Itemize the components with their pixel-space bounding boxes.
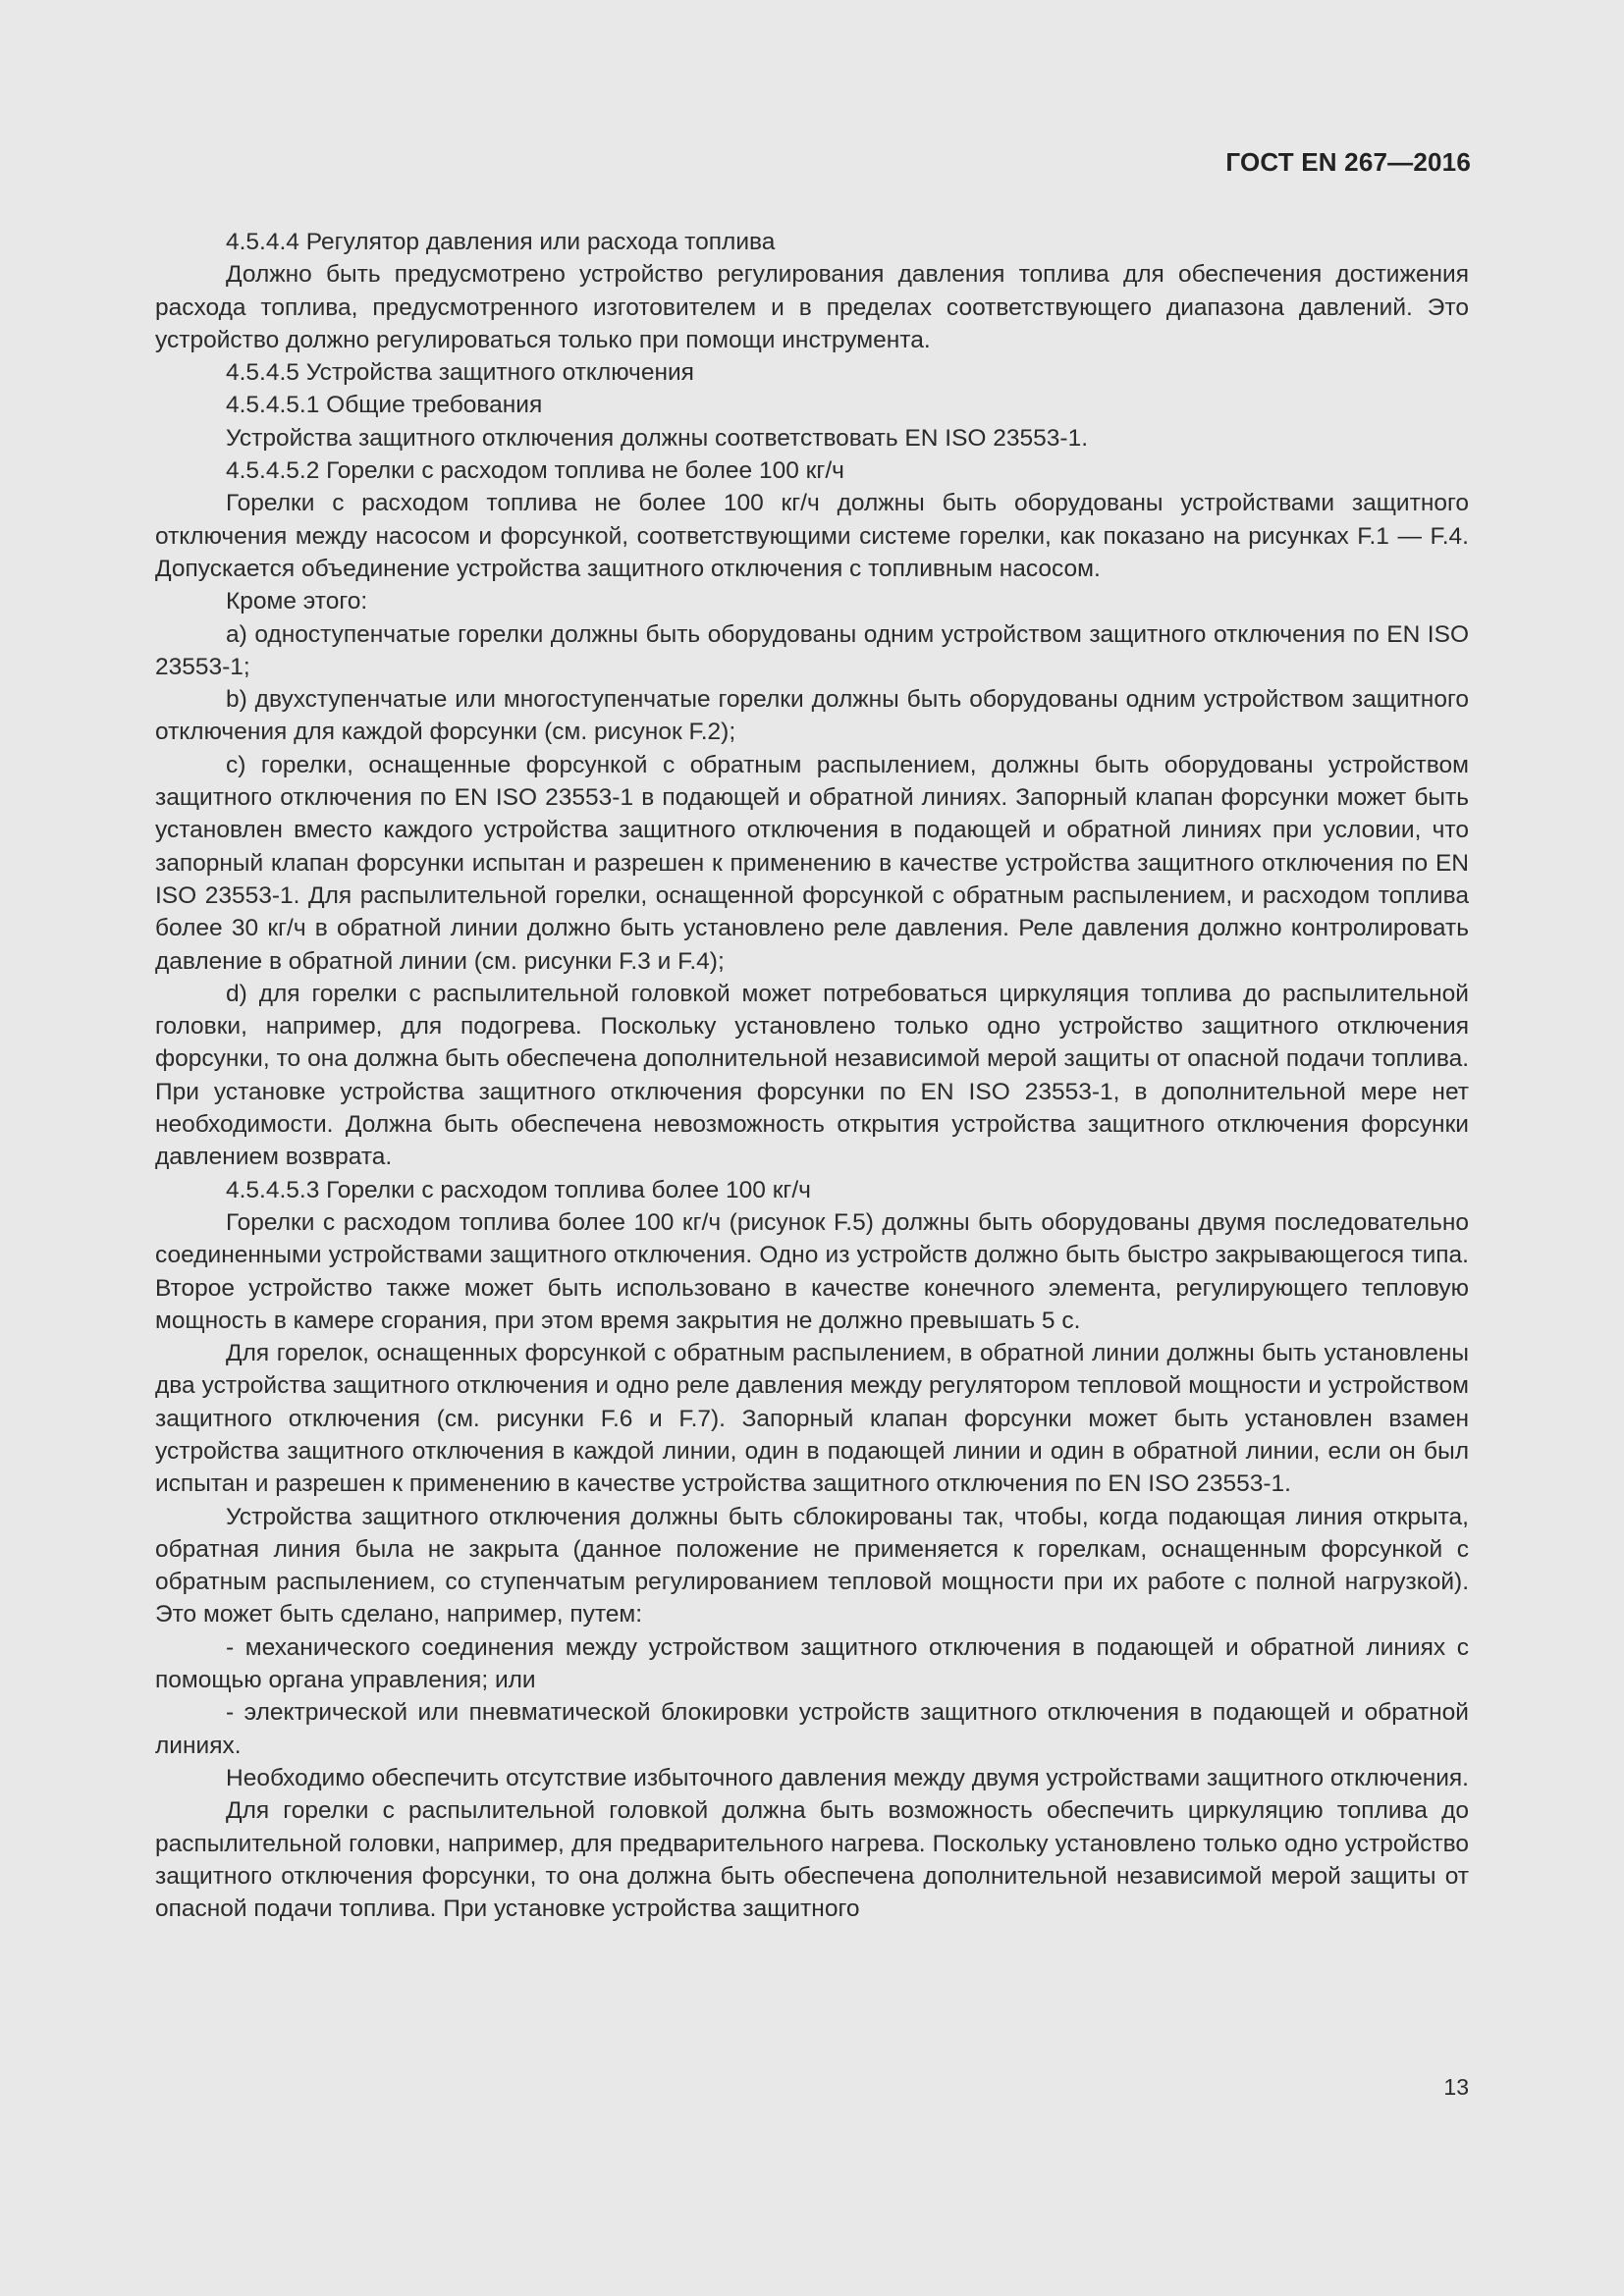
- paragraph: Для горелок, оснащенных форсункой с обратным распылением, в обратной линии должны быть установлены два устройства защитного отключения и одно реле давления между регулятором тепловой мощности и устройством защитного отключения (см. рисунки F.6 и F.7). Запорный клапан форсунки может быть установлен взамен устройства защитного отключения в каждой линии, один в подающей линии и один в обратной линии, если он был испытан и разрешен к применению в качестве устройства защитного отключения по EN ISO 23553-1.: [155, 1340, 1469, 1498]
- document-code-header: ГОСТ EN 267—2016: [1225, 147, 1471, 177]
- paragraph: Для горелки с распылительной головкой должна быть возможность обеспечить циркуляцию топлива до распылительной головки, например, для предварительного нагрева. Поскольку установлено только одно устройство защитного отключения форсунки, то она должна быть обеспечена дополнительной независимой мерой защиты от опасной подачи топлива. При установке устройства защитного: [155, 1797, 1469, 1923]
- paragraph: Кроме этого:: [226, 588, 368, 615]
- section-heading-4-5-4-5: 4.5.4.5 Устройства защитного отключения: [226, 359, 694, 387]
- paragraph: Устройства защитного отключения должны соответствовать EN ISO 23553-1.: [226, 424, 1089, 452]
- paragraph: Горелки с расходом топлива более 100 кг/ч (рисунок F.5) должны быть оборудованы двумя последовательно соединенными устройствами защитного отключения. Одно из устройств должно быть быстро закрывающегося типа. Второе устройство также может быть использовано в качестве конечного элемента, регулирующего тепловую мощность в камере сгорания, при этом время закрытия не должно превышать 5 с.: [155, 1208, 1469, 1334]
- dash-list-item: - электрической или пневматической блокировки устройств защитного отключения в подающей и обратной линиях.: [155, 1699, 1469, 1759]
- list-item-d: d) для горелки с распылительной головкой может потребоваться циркуляция топлива до распылительной головки, например, для подогрева. Поскольку установлено только одно устройство защитного отключения форсунки, то она должна быть обеспечена дополнительной независимой мерой защиты от опасной подачи топлива. При установке устройства защитного отключения форсунки по EN ISO 23553-1, в дополнительной мере нет необходимости. Должна быть обеспечена невозможность открытия устройства защитного отключения форсунки давлением возврата.: [155, 980, 1469, 1171]
- document-body: [155, 226, 1469, 1925]
- section-heading-4-5-4-5-3: 4.5.4.5.3 Горелки с расходом топлива более 100 кг/ч: [226, 1176, 811, 1203]
- section-heading-4-5-4-4: 4.5.4.4 Регулятор давления или расхода топлива: [226, 229, 776, 255]
- paragraph: Должно быть предусмотрено устройство регулирования давления топлива для обеспечения достижения расхода топлива, предусмотренного изготовителем и в пределах соответствующего диапазона давлений. Это устройство должно регулироваться только при помощи инструмента.: [155, 261, 1469, 353]
- list-item-c: c) горелки, оснащенные форсункой с обратным распылением, должны быть оборудованы устройством защитного отключения по EN ISO 23553-1 в подающей и обратной линиях. Запорный клапан форсунки может быть установлен вместо каждого устройства защитного отключения в подающей и обратной линиях при условии, что запорный клапан форсунки испытан и разрешен к применению в качестве устройства защитного отключения по EN ISO 23553-1. Для распылительной горелки, оснащенной форсункой с обратным распылением, и расходом топлива более 30 кг/ч в обратной линии должно быть установлено реле давления. Реле давления должно контролировать давление в обратной линии (см. рисунки F.3 и F.4);: [155, 751, 1469, 975]
- page-number: 13: [1443, 2074, 1469, 2100]
- paragraph: Горелки с расходом топлива не более 100 кг/ч должны быть оборудованы устройствами защитного отключения между насосом и форсункой, соответствующими системе горелки, как показано на рисунках F.1 — F.4. Допускается объединение устройства защитного отключения с топливным насосом.: [155, 490, 1469, 582]
- paragraph: Устройства защитного отключения должны быть сблокированы так, чтобы, когда подающая линия открыта, обратная линия была не закрыта (данное положение не применяется к горелкам, оснащенным форсункой с обратным распылением, со ступенчатым регулированием тепловой мощности при их работе с полной нагрузкой). Это может быть сделано, например, путем:: [155, 1503, 1469, 1629]
- list-item-b: b) двухступенчатые или многоступенчатые горелки должны быть оборудованы одним устройством защитного отключения для каждой форсунки (см. рисунок F.2);: [155, 686, 1469, 746]
- paragraph: Необходимо обеспечить отсутствие избыточного давления между двумя устройствами защитного отключения.: [226, 1764, 1469, 1791]
- list-item-a: a) одноступенчатые горелки должны быть оборудованы одним устройством защитного отключения по EN ISO 23553-1;: [155, 620, 1469, 680]
- section-heading-4-5-4-5-2: 4.5.4.5.2 Горелки с расходом топлива не более 100 кг/ч: [226, 457, 844, 485]
- dash-list-item: - механического соединения между устройством защитного отключения в подающей и обратной линиях с помощью органа управления; или: [155, 1633, 1469, 1694]
- section-heading-4-5-4-5-1: 4.5.4.5.1 Общие требования: [226, 392, 543, 419]
